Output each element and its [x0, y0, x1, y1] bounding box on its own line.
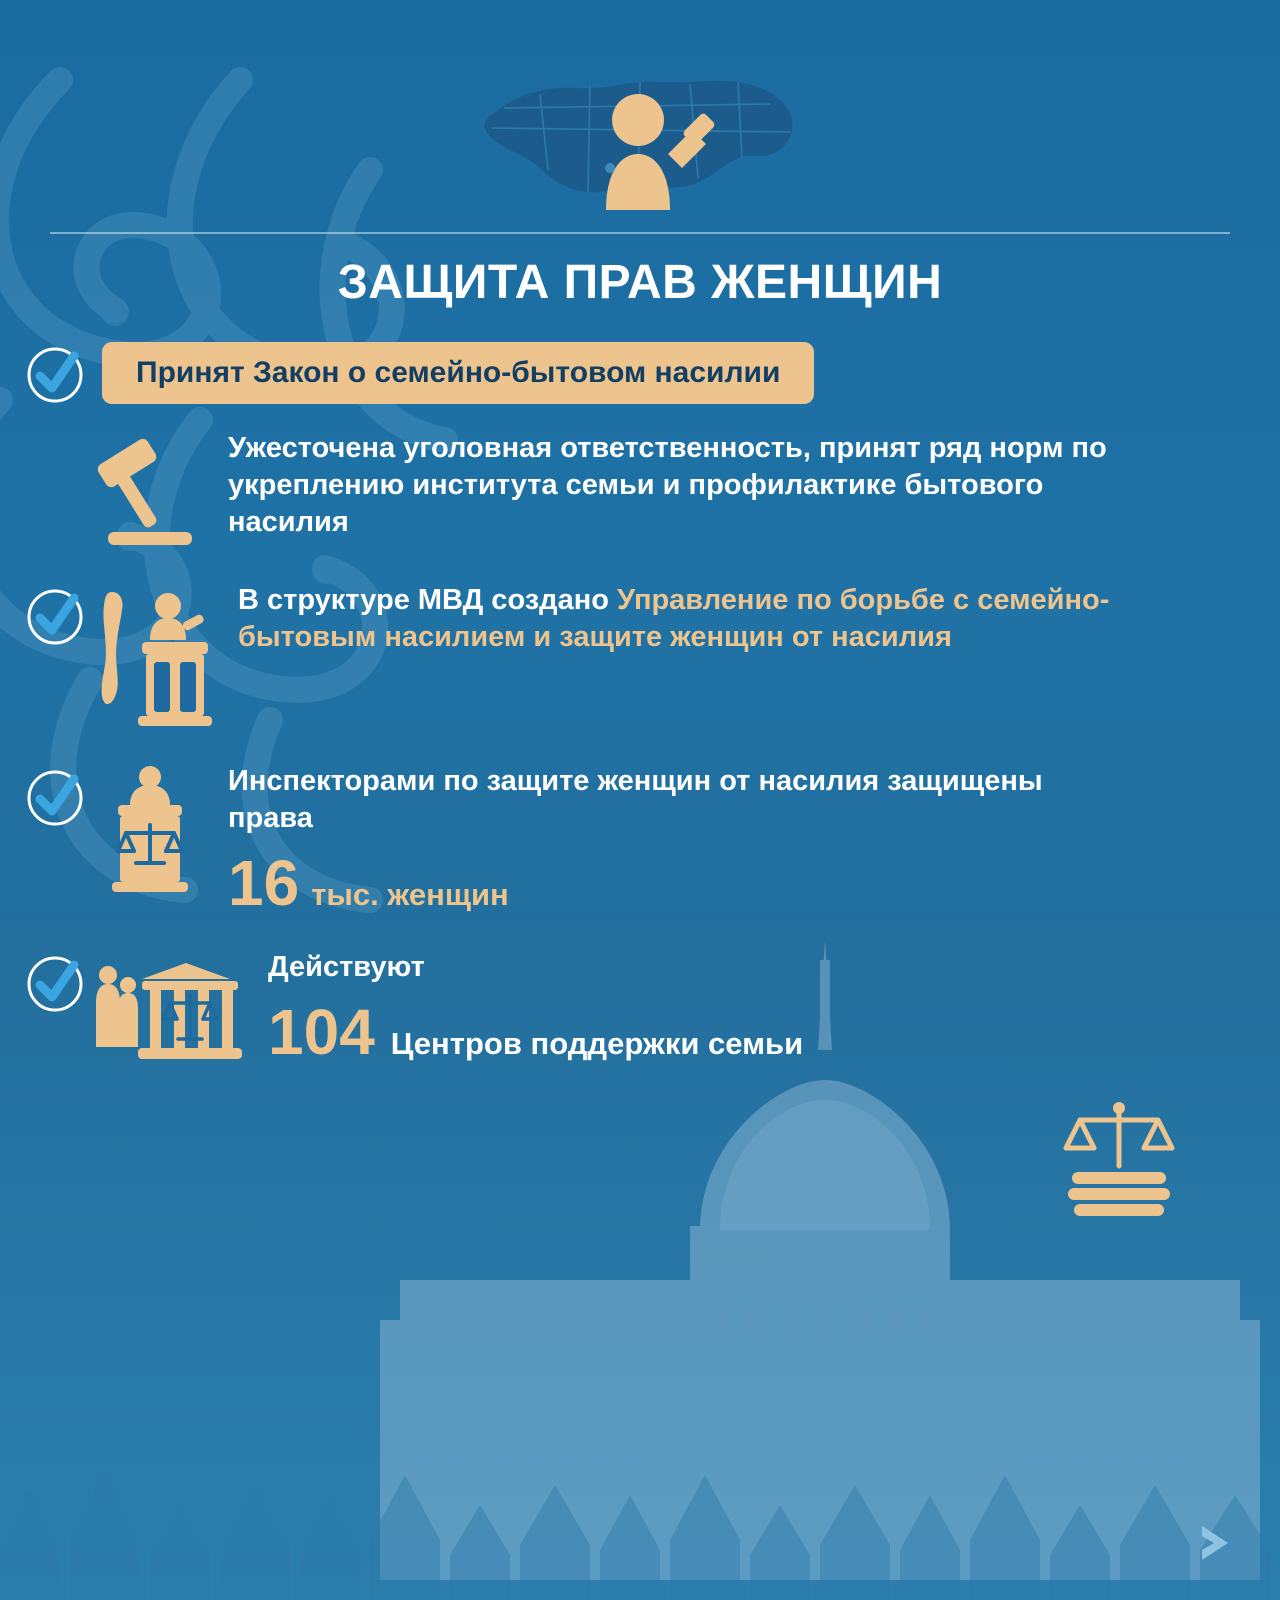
check-circle-icon: [26, 769, 84, 827]
criminal-liability-text: Ужесточена уголовная ответственность, принят ряд норм по укреплению института семьи и профилактике бытового насилия: [228, 432, 1107, 539]
gavel-icon: [90, 432, 210, 552]
chevron-logo-icon: [1196, 1522, 1236, 1564]
check-circle-icon: [26, 955, 84, 1013]
centers-number-line: [268, 996, 804, 1069]
centers-text: Действуют: [268, 951, 425, 984]
judge-stand-icon: [90, 584, 220, 729]
family-court-icon: [90, 951, 250, 1071]
inspectors-number-suffix: тыс. женщин: [311, 877, 509, 913]
centers-number: 104: [268, 996, 375, 1069]
mvd-text-accent: Управление по борьбе с семейно-бытовым насилием и защите женщин от насилия: [238, 584, 1110, 654]
inspectors-number: 16: [228, 847, 300, 920]
items-list: [0, 340, 1280, 1071]
inspectors-number-line: [228, 847, 1048, 920]
page-title: ЗАЩИТА ПРАВ ЖЕНЩИН: [337, 256, 943, 309]
list-item: [0, 340, 1280, 404]
check-circle-icon: [26, 588, 84, 646]
inspectors-block: [228, 763, 1048, 920]
centers-number-suffix: Центров поддержки семьи: [390, 1026, 804, 1062]
header-divider: [50, 232, 1230, 234]
list-item: [0, 430, 1280, 552]
inspectors-text: Инспекторами по защите женщин от насилия защищены права: [228, 765, 1043, 835]
poster-header: [0, 0, 1280, 310]
law-banner: Принят Закон о семейно-бытовом насилии: [102, 342, 814, 404]
mvd-department-text: [238, 582, 1118, 656]
mvd-text-lead: В структуре МВД создано: [238, 584, 618, 616]
centers-block: [268, 949, 804, 1069]
list-item: [0, 582, 1280, 729]
scales-podium-icon: [90, 765, 210, 895]
check-circle-icon: [26, 346, 84, 404]
kazakhstan-map-with-judge-icon: [470, 58, 810, 223]
scales-and-books-icon: [1054, 1100, 1184, 1225]
tree-line-illustration-icon: [0, 1400, 1280, 1600]
list-item: [0, 949, 1280, 1071]
list-item: [0, 763, 1280, 920]
